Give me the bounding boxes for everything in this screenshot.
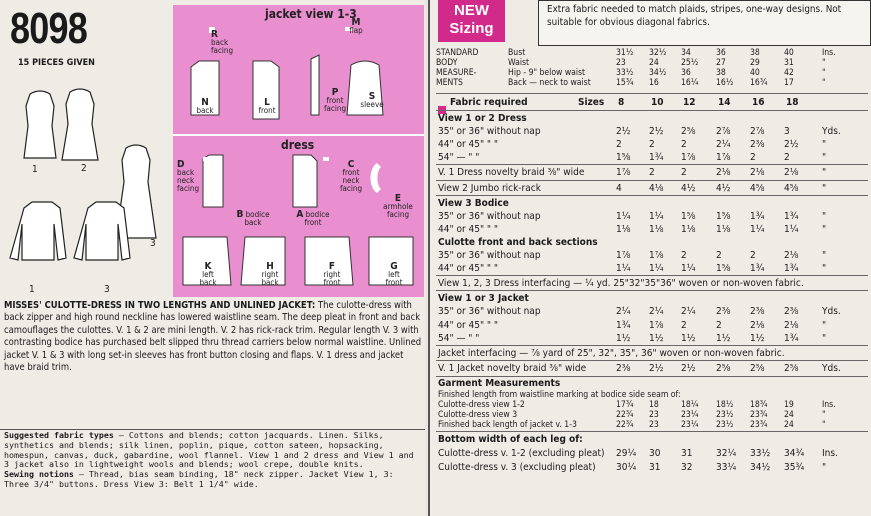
measurement-value: 33½: [616, 68, 634, 78]
garment-value: 22¾: [616, 419, 634, 430]
yardage-value: 2½: [784, 139, 799, 151]
yardage-row-label: 35" or 36" without nap: [438, 126, 541, 138]
piece-name: back neck facing: [177, 168, 200, 193]
yardage-unit: ": [822, 139, 827, 151]
yardage-value: 4⅝: [750, 182, 765, 194]
fabric-required-label: Fabric required: [450, 97, 528, 108]
left-panel: [0, 0, 425, 516]
garment-value: 23½: [716, 419, 734, 430]
size-header: 18: [786, 97, 799, 108]
size-header: 10: [651, 97, 664, 108]
yardage-row-label: V. 1 Dress novelty braid ⅜" wide: [438, 167, 585, 179]
right-panel: [428, 0, 871, 516]
bottom-value: 33¼: [716, 461, 737, 473]
yardage-value: 1½: [716, 332, 731, 344]
yardage-value: 2⅛: [750, 319, 765, 331]
garment-value: 23: [649, 419, 659, 430]
garment-row-name: Culotte-dress view 3: [438, 409, 518, 420]
yardage-value: 4⅝: [784, 182, 799, 194]
measurement-value: 42: [784, 68, 794, 78]
yardage-value: 2: [681, 167, 687, 179]
piece-letter: C: [347, 159, 355, 170]
yardage-unit: Yds.: [822, 306, 841, 318]
yardage-value: 1½: [750, 332, 765, 344]
yardage-value: 2½: [649, 362, 664, 374]
bottom-unit: ": [822, 461, 827, 473]
figure-label: 3: [104, 284, 110, 295]
yardage-unit: ": [822, 167, 827, 179]
measurement-value: 16½: [716, 78, 734, 88]
yardage-row-label: Culotte front and back sections: [438, 236, 598, 248]
yardage-unit: ": [822, 223, 827, 235]
figure-label: 3: [150, 238, 156, 249]
garment-measurements-title: Garment Measurements: [438, 377, 561, 389]
measurement-unit: ": [822, 78, 826, 88]
garment-value: 23¾: [750, 409, 768, 420]
piece-name: left front: [385, 270, 403, 287]
yardage-unit: ": [822, 152, 827, 164]
yardage-value: 2¼: [649, 306, 664, 318]
measurement-value: 17: [784, 78, 794, 88]
yardage-row-label: View 1 or 3 Jacket: [438, 293, 529, 305]
yardage-value: 2⅜: [616, 362, 631, 374]
yardage-row-label: 44" or 45" " ": [438, 319, 499, 331]
fabric-note: Extra fabric needed to match plaids, stripes, one-way designs. Not suitable for obvious diagonal fabrics.: [538, 0, 871, 46]
measurement-name: Back — neck to waist: [508, 78, 591, 88]
yardage-unit: Yds.: [822, 126, 841, 138]
yardage-value: 1¾: [750, 210, 765, 222]
measurement-value: 40: [750, 68, 760, 78]
suggested-text: — Cottons and blends; cotton jacquards. Linen. Silks, synthetics and blends; silk linen, poplin, pique, cotton sateen, hopsacking, homespun, canvas, duck, gabardine, wool flannel. View 1 and 2 dress and View 1 and 3 jacket also in lightweight wools and blends; wool crepe, double knits.: [4, 430, 414, 470]
yardage-value: 1½: [649, 332, 664, 344]
suggested-label: Suggested fabric types: [4, 430, 114, 440]
yardage-row-label: 54" — " ": [438, 332, 480, 344]
yardage-value: 2⅞: [716, 126, 731, 138]
measurement-name: Bust: [508, 48, 526, 58]
piece-letter: M: [351, 17, 361, 28]
yardage-unit: ": [822, 210, 827, 222]
piece-letter: L: [264, 97, 270, 108]
bottom-value: 29¼: [616, 447, 637, 459]
measurement-value: 16¾: [750, 78, 768, 88]
yardage-value: 1¾: [784, 263, 799, 275]
yardage-value: 4⅛: [649, 182, 664, 194]
yardage-value: 3: [784, 126, 790, 138]
bottom-value: 34¾: [784, 447, 805, 459]
measurement-value: 36: [681, 68, 691, 78]
row-divider: [436, 275, 868, 276]
figure-label: 1: [32, 164, 38, 175]
yardage-row-label: 54" — " ": [438, 152, 480, 164]
piece-name: back facing: [211, 38, 234, 55]
piece-name: bodice back: [244, 210, 270, 227]
yardage-value: 2⅛: [716, 167, 731, 179]
yardage-value: 2⅝: [681, 126, 696, 138]
piece-letter: S: [368, 91, 376, 102]
yardage-value: 1¾: [649, 152, 664, 164]
yardage-value: 2⅜: [784, 306, 799, 318]
yardage-row-label: 35" or 36" without nap: [438, 306, 541, 318]
yardage-value: 2⅜: [750, 306, 765, 318]
yardage-value: 2½: [649, 126, 664, 138]
garment-value: 17¾: [616, 399, 634, 410]
figure-label: 1: [29, 284, 35, 295]
yardage-value: 2⅛: [784, 319, 799, 331]
yardage-value: 1¾: [784, 332, 799, 344]
yardage-value: 1¾: [616, 319, 631, 331]
yardage-value: 1⅝: [716, 210, 731, 222]
yardage-value: 2⅛: [784, 250, 799, 261]
new-label: NEW: [454, 2, 489, 19]
yardage-row-label: 44" or 45" " ": [438, 263, 499, 275]
measurement-value: 24: [649, 58, 659, 68]
yardage-value: 1½: [616, 332, 631, 344]
dress-header: dress: [281, 138, 315, 152]
piece-letter: K: [204, 261, 212, 272]
yardage-row-label: 35" or 36" without nap: [438, 250, 541, 261]
yardage-unit: Yds.: [822, 362, 841, 374]
yardage-value: 1¼: [750, 223, 765, 235]
yardage-unit: ": [822, 332, 827, 344]
piece-letter: F: [328, 261, 336, 272]
garment-value: 18¼: [681, 399, 699, 410]
pattern-number: 8098: [10, 4, 87, 53]
yardage-value: 2: [716, 250, 722, 261]
yardage-value: 2⅝: [716, 362, 731, 374]
bottom-value: 31: [681, 447, 693, 459]
measurement-value: 25½: [681, 58, 699, 68]
yardage-value: 2: [750, 250, 756, 261]
measurement-value: 31: [784, 58, 794, 68]
bottom-value: 33½: [750, 447, 771, 459]
bottom-unit: Ins.: [822, 447, 838, 459]
bottom-row-name: Culotte-dress v. 3 (excluding pleat): [438, 461, 596, 473]
yardage-value: 1⅛: [681, 223, 696, 235]
yardage-value: 1⅞: [649, 319, 664, 331]
sizing-label: Sizing: [449, 20, 494, 37]
piece-name: front facing: [323, 96, 347, 113]
yardage-unit: ": [822, 319, 827, 331]
yardage-value: 1⅝: [616, 152, 631, 164]
new-sizing-badge: [438, 0, 505, 42]
measurement-value: 34½: [649, 68, 667, 78]
yardage-value: 4½: [716, 182, 731, 194]
row-divider: [436, 360, 868, 361]
yardage-value: 1⅞: [616, 167, 631, 179]
yardage-value: 1⅞: [616, 250, 631, 261]
yardage-value: 1¼: [616, 263, 631, 275]
yardage-value: 1⅞: [649, 250, 664, 261]
garment-value: 23¼: [681, 419, 699, 430]
measurement-value: 36: [716, 48, 726, 58]
yardage-value: 1⅝: [716, 263, 731, 275]
garment-value: 24: [784, 419, 794, 430]
measurement-value: 23: [616, 58, 626, 68]
bottom-value: 32: [681, 461, 693, 473]
yardage-value: 2⅛: [750, 167, 765, 179]
piece-name: flap: [349, 26, 363, 35]
yardage-value: 1⅞: [681, 152, 696, 164]
yardage-value: 2⅝: [750, 362, 765, 374]
garment-value: 23½: [716, 409, 734, 420]
measurements-label: MEASURE-: [436, 68, 477, 78]
yardage-value: 2¼: [716, 139, 731, 151]
yardage-value: 2⅞: [750, 126, 765, 138]
yardage-value: 4½: [681, 182, 696, 194]
measurement-unit: ": [822, 68, 826, 78]
garment-unit: Ins.: [822, 399, 836, 410]
view-sketches: [2, 84, 172, 304]
yardage-row-label: Jacket interfacing — ⅞ yard of 25", 32", 35", 36" woven or non-woven fabric.: [438, 347, 785, 359]
yardage-unit: ": [822, 250, 827, 261]
notions-label: Sewing notions: [4, 469, 74, 480]
piece-name: front: [258, 106, 276, 115]
yardage-value: 1⅛: [716, 223, 731, 235]
row-divider: [436, 376, 868, 377]
bottom-value: 30¼: [616, 461, 637, 473]
measurements-label: STANDARD: [436, 48, 479, 58]
fabric-and-notions: [4, 431, 422, 490]
yardage-row-label: View 2 Jumbo rick-rack: [438, 182, 541, 194]
yardage-value: 2: [649, 167, 655, 179]
measurement-value: 38: [716, 68, 726, 78]
piece-name: back: [196, 106, 214, 115]
yardage-value: 2⅛: [784, 167, 799, 179]
yardage-value: 2¼: [616, 306, 631, 318]
jacket-view-header: jacket view 1-3: [265, 7, 357, 21]
bottom-value: 32¼: [716, 447, 737, 459]
pattern-description: [4, 300, 422, 374]
yardage-value: 1¾: [784, 210, 799, 222]
pieces-given: 15 PIECES GIVEN: [18, 58, 95, 68]
yardage-value: 2: [649, 139, 655, 151]
garment-unit: ": [822, 419, 826, 430]
piece-letter: B: [236, 209, 244, 220]
piece-name: left back: [199, 270, 217, 287]
yardage-row-label: View 3 Bodice: [438, 197, 509, 209]
bottom-value: 30: [649, 447, 661, 459]
piece-letter: D: [177, 159, 185, 170]
yardage-value: 2½: [681, 362, 696, 374]
measurement-value: 29: [750, 58, 760, 68]
yardage-unit: ": [822, 182, 827, 194]
size-header: 12: [683, 97, 696, 108]
pattern-pieces-panel: [173, 5, 424, 297]
garment-value: 19: [784, 399, 794, 410]
yardage-value: 1⅝: [681, 210, 696, 222]
row-divider: [436, 93, 868, 94]
row-divider: [436, 345, 868, 346]
yardage-value: 1¾: [750, 263, 765, 275]
piece-name: bodice front: [304, 210, 330, 227]
bottom-value: 35¾: [784, 461, 805, 473]
yardage-row-label: V. 1 Jacket novelty braid ⅜" wide: [438, 362, 587, 374]
yardage-value: 1½: [681, 332, 696, 344]
figure-label: 2: [81, 163, 87, 174]
yardage-row-label: 44" or 45" " ": [438, 223, 499, 235]
bottom-value: 34½: [750, 461, 771, 473]
garment-unit: ": [822, 409, 826, 420]
yardage-value: 1¼: [681, 263, 696, 275]
measurements-label: BODY: [436, 58, 458, 68]
garment-value: 18¾: [750, 399, 768, 410]
yardage-unit: ": [822, 263, 827, 275]
yardage-value: 2: [681, 139, 687, 151]
yardage-row-label: 44" or 45" " ": [438, 139, 499, 151]
yardage-value: 2: [681, 319, 687, 331]
yardage-value: 1¼: [784, 223, 799, 235]
piece-letter: P: [331, 87, 339, 98]
yardage-value: 2¼: [681, 306, 696, 318]
yardage-value: 1⅛: [649, 223, 664, 235]
piece-letter: A: [296, 209, 304, 220]
yardage-value: 1¼: [649, 263, 664, 275]
measurement-value: 32½: [649, 48, 667, 58]
size-header: 8: [618, 97, 625, 108]
piece-name: armhole facing: [383, 202, 413, 219]
yardage-row-label: View 1, 2, 3 Dress interfacing — ¼ yd. 25"32"35"36" woven or non-woven fabric.: [438, 278, 804, 290]
row-divider: [436, 290, 868, 291]
notions-text: — Thread, bias seam binding, 18" neck zipper. Jacket View 1, 3: Three 3/4" buttons. Dress View 3: Belt 1 1/4" wide.: [4, 469, 394, 489]
yardage-value: 2⅜: [716, 306, 731, 318]
piece-name: right front: [323, 270, 341, 287]
garment-value: 22¾: [616, 409, 634, 420]
measurement-unit: ": [822, 58, 826, 68]
yardage-value: 2⅝: [784, 362, 799, 374]
yardage-value: 1¼: [649, 210, 664, 222]
measurement-value: 15¾: [616, 78, 634, 88]
yardage-value: 4: [616, 182, 622, 194]
garment-value: 23¼: [681, 409, 699, 420]
piece-letter: R: [211, 29, 218, 40]
bottom-row-name: Culotte-dress v. 1-2 (excluding pleat): [438, 447, 605, 459]
row-divider: [436, 431, 868, 432]
measurement-value: 16: [649, 78, 659, 88]
yardage-value: 2: [681, 250, 687, 261]
measurement-value: 27: [716, 58, 726, 68]
size-header: 14: [718, 97, 731, 108]
row-divider: [436, 110, 868, 111]
yardage-value: 2: [716, 319, 722, 331]
measurement-value: 31½: [616, 48, 634, 58]
row-divider: [436, 180, 868, 181]
piece-name: sleeve: [360, 100, 384, 109]
yardage-value: 2⅜: [750, 139, 765, 151]
garment-value: 18½: [716, 399, 734, 410]
row-divider: [436, 164, 868, 165]
yardage-value: 2: [784, 152, 790, 164]
yardage-value: 1¼: [616, 210, 631, 222]
yardage-value: 2: [750, 152, 756, 164]
yardage-row-label: View 1 or 2 Dress: [438, 113, 527, 124]
yardage-value: 2: [616, 139, 622, 151]
piece-name: front neck facing: [339, 168, 363, 193]
piece-name: right back: [261, 270, 279, 287]
garment-value: 24: [784, 409, 794, 420]
measurement-name: Hip - 9" below waist: [508, 68, 586, 78]
piece-letter: H: [266, 261, 274, 272]
measurement-value: 40: [784, 48, 794, 58]
measurements-label: MENTS: [436, 78, 463, 88]
garment-value: 18: [649, 399, 659, 410]
yardage-value: 1⅞: [716, 152, 731, 164]
piece-letter: E: [394, 193, 402, 204]
measurement-value: 38: [750, 48, 760, 58]
yardage-row-label: 35" or 36" without nap: [438, 210, 541, 222]
garment-value: 23¾: [750, 419, 768, 430]
garment-row-name: Culotte-dress view 1-2: [438, 399, 525, 410]
piece-letter: G: [390, 261, 398, 272]
sizes-label: Sizes: [578, 97, 605, 108]
measurement-value: 34: [681, 48, 691, 58]
description-body: The culotte-dress with back zipper and high round neckline has lowered waistline seam. The deep pleat in front and back camouflages the culottes. V. 1 & 2 are mini length. V. 2 has rick-rack trim. Regular length V. 3 with contrasting bodice has purchased belt slipped thru thread carriers below normal waistline. Unlined jacket V. 1 & 3 with long set-in sleeves has front button closing and flaps. V. 1 dress and jacket have braid trim.: [4, 300, 422, 374]
yardage-value: 2½: [616, 126, 631, 138]
bottom-width-title: Bottom width of each leg of:: [438, 433, 583, 445]
garment-row-name: Finished back length of jacket v. 1-3: [438, 419, 577, 430]
size-header: 16: [752, 97, 765, 108]
measurement-name: Waist: [508, 58, 530, 68]
garment-value: 23: [649, 409, 659, 420]
measurement-value: 16¼: [681, 78, 699, 88]
yardage-value: 1⅛: [616, 223, 631, 235]
description-title: MISSES' CULOTTE-DRESS IN TWO LENGTHS AND UNLINED JACKET:: [4, 300, 316, 311]
garment-measurements-subtitle: Finished length from waistline marking at bodice side seam of:: [438, 389, 681, 400]
measurement-unit: Ins.: [822, 48, 836, 58]
bottom-value: 31: [649, 461, 661, 473]
piece-letter: N: [201, 97, 209, 108]
row-divider: [436, 195, 868, 196]
